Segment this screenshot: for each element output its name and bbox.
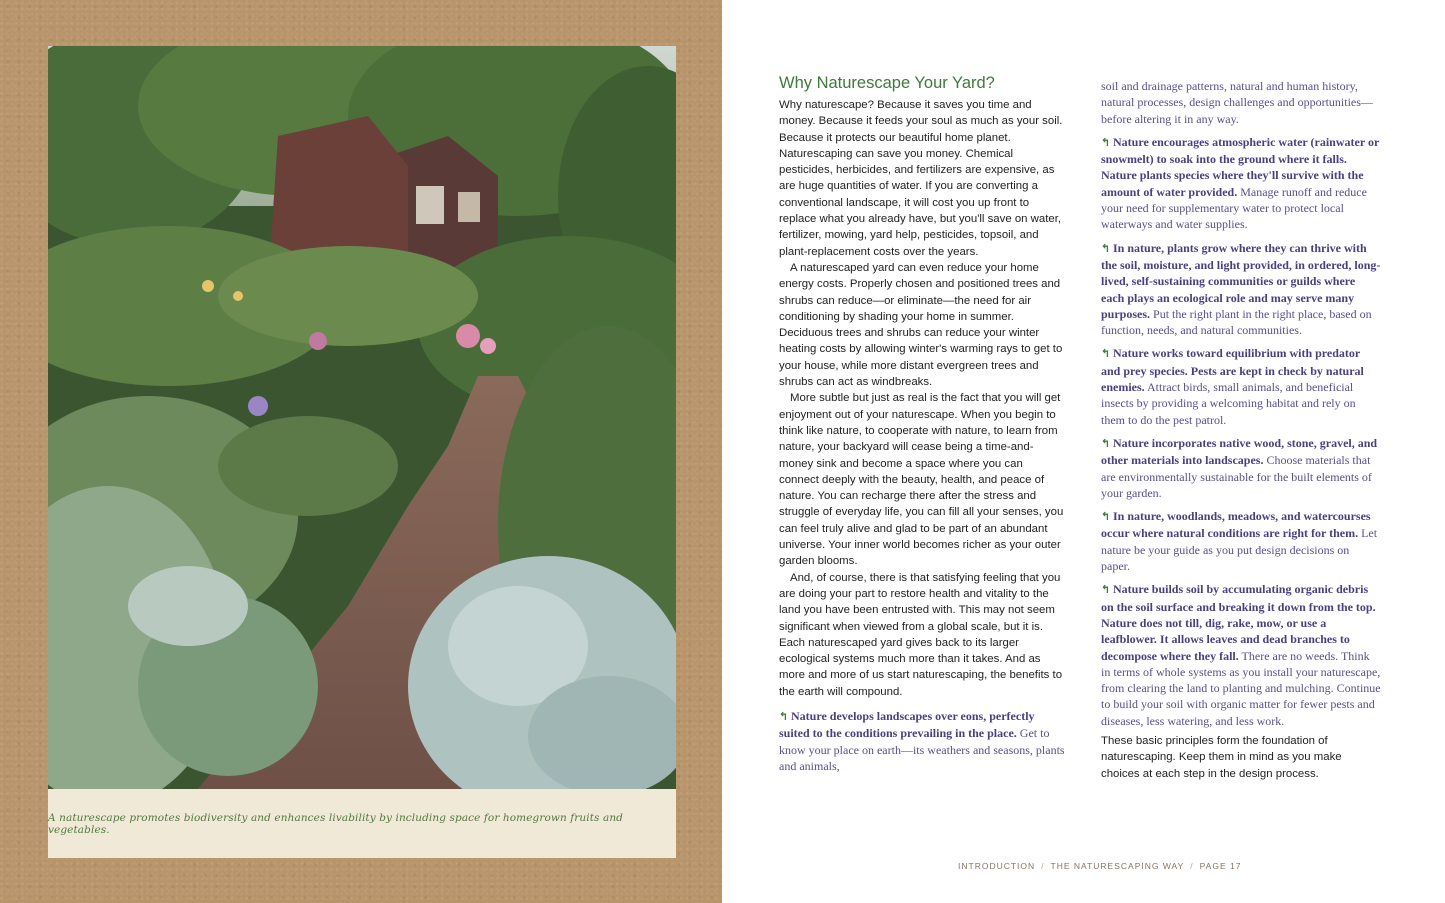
footer-chapter: THE NATURESCAPING WAY (1050, 861, 1185, 871)
principle-4-bold: Nature works toward equilibrium with predator and prey species. Pests are kept in check by natural enemies. (1101, 346, 1364, 395)
leaf-icon: ↰ (1101, 241, 1111, 255)
body-paragraph-1: Why naturescape? Because it saves you time and money. Because it feeds your soul as much as your soil. Because it protects our beautiful home planet. Naturescaping can save you money. Chemical pesticides, herbicides, and fertilizers are expensive, as are huge quantities of water. If you are converting a conventional landscape, it will cost you up front to replace what you already have, but you'll save on water, fertilizer, mowing, yard help, pesticides, topsoil, and plant-replacement costs over the years. (779, 99, 1063, 258)
principle-6 (1101, 508, 1381, 574)
principle-3 (1101, 240, 1381, 339)
principle-4-text: Attract birds, small animals, and beneficial insects by providing a welcoming habitat and rely on them to do the pest patrol. (1101, 380, 1356, 427)
principle-1-continuation: soil and drainage patterns, natural and human history, natural processes, design challenges and opportunities—before altering it in any way. (1101, 79, 1373, 126)
photo-caption: A naturescape promotes biodiversity and enhances livability by including space for homegrown fruits and vegetables. (48, 811, 623, 836)
leaf-icon: ↰ (1101, 347, 1111, 361)
footer-section: INTRODUCTION (958, 861, 1036, 871)
principle-2-text: Manage runoff and reduce your need for supplementary water to protect local waterways and water supplies. (1101, 184, 1367, 232)
principle-1-bold: Nature develops landscapes over eons, perfectly suited to the conditions prevailing in the place. (779, 708, 1035, 741)
footer-separator: / (1190, 861, 1194, 871)
page-number: PAGE 17 (1199, 861, 1242, 871)
text-column-left (779, 74, 1065, 774)
principle-3-text: Put the right plant in the right place, based on function, needs, and natural communities. (1101, 306, 1372, 338)
principle-5 (1101, 435, 1381, 501)
garden-photo (48, 46, 676, 789)
right-page (722, 0, 1445, 903)
principle-1 (779, 708, 1065, 774)
principle-1-text-a: Get to know your place on earth—its weathers and seasons, plants and animals, (779, 726, 1065, 773)
body-paragraph-2: A naturescaped yard can even reduce your home energy costs. Properly chosen and positioned trees and shrubs can reduce—or eliminate—the need for air conditioning by shading your home in summer. Deciduous trees and shrubs can reduce your winter heating costs by allowing winter's warming rays to get to your house, while more distant evergreen trees and shrubs can act as windbreaks. (779, 261, 1063, 389)
leaf-icon: ↰ (1101, 135, 1111, 149)
leaf-icon: ↰ (1101, 436, 1111, 450)
principle-6-bold: In nature, woodlands, meadows, and watercourses occur where natural conditions are right for them. (1101, 509, 1371, 541)
principle-7 (1101, 581, 1381, 729)
garden-photo-illustration (48, 46, 676, 789)
leaf-icon: ↰ (779, 709, 789, 723)
footer-separator: / (1041, 861, 1045, 871)
leaf-icon: ↰ (1101, 583, 1111, 597)
principle-7-bold: Nature builds soil by accumulating organic debris on the soil surface and breaking it down from the top. Nature does not till, dig, rake, mow, or use a leafblower. It allows leaves and dead branches to decompose where they fall. (1101, 582, 1376, 663)
principle-5-bold: Nature incorporates native wood, stone, gravel, and other materials into landscapes. (1101, 435, 1378, 468)
principle-7-text: There are no weeds. Think in terms of whole systems as you install your naturescape, from clearing the land to planting and mulching. Continue to build your soil with organic matter for fewer pests and diseases, less watering, and less work. (1101, 648, 1381, 728)
principle-2-bold: Nature encourages atmospheric water (rainwater or snowmelt) to soak into the ground where it falls. Nature plants species where they'll survive with the amount of water provided. (1101, 134, 1380, 199)
section-title: Why Naturescape Your Yard? (779, 74, 995, 92)
principle-4 (1101, 345, 1381, 427)
principle-5-text: Choose materials that are environmentally sustainable for the built elements of your garden. (1101, 453, 1372, 500)
caption-box (48, 789, 676, 858)
principle-3-bold: In nature, plants grow where they can thrive with the soil, moisture, and light provided, in ordered, long-lived, self-sustaining communities or guilds where each plays an ecological role and may serve many purposes. (1101, 240, 1381, 321)
body-paragraph-3: More subtle but just as real is the fact that you will get enjoyment out of your naturescape. When you begin to think like nature, to cooperate with nature, to learn from nature, your backyard will cease being a time-and-money sink and become a space where you can connect deeply with the beauty, health, and peace of nature. You can recharge there after the stress and struggle of everyday life, you can fill all your senses, you can feel truly alive and glad to be part of an abundant universe. Your inner world becomes richer as your outer garden blooms. (779, 392, 1064, 568)
left-page (0, 0, 722, 903)
leaf-icon: ↰ (1101, 510, 1111, 524)
principle-6-text: Let nature be your guide as you put design decisions on paper. (1101, 526, 1378, 574)
text-column-right (1101, 78, 1381, 782)
principle-2 (1101, 134, 1381, 233)
page-footer (958, 861, 1241, 871)
body-paragraph-4: And, of course, there is that satisfying feeling that you are doing your part to restore health and vitality to the land you have been entrusted with. This may not seem significant when viewed from a global scale, but it is. Each naturescaped yard gives back to its larger ecological systems much more than it takes. And as more and more of us start naturescaping, the benefits to the earth will compound. (779, 571, 1063, 698)
closing-paragraph: These basic principles form the foundation of naturescaping. Keep them in mind as you make choices at each step in the design process. (1101, 734, 1342, 780)
